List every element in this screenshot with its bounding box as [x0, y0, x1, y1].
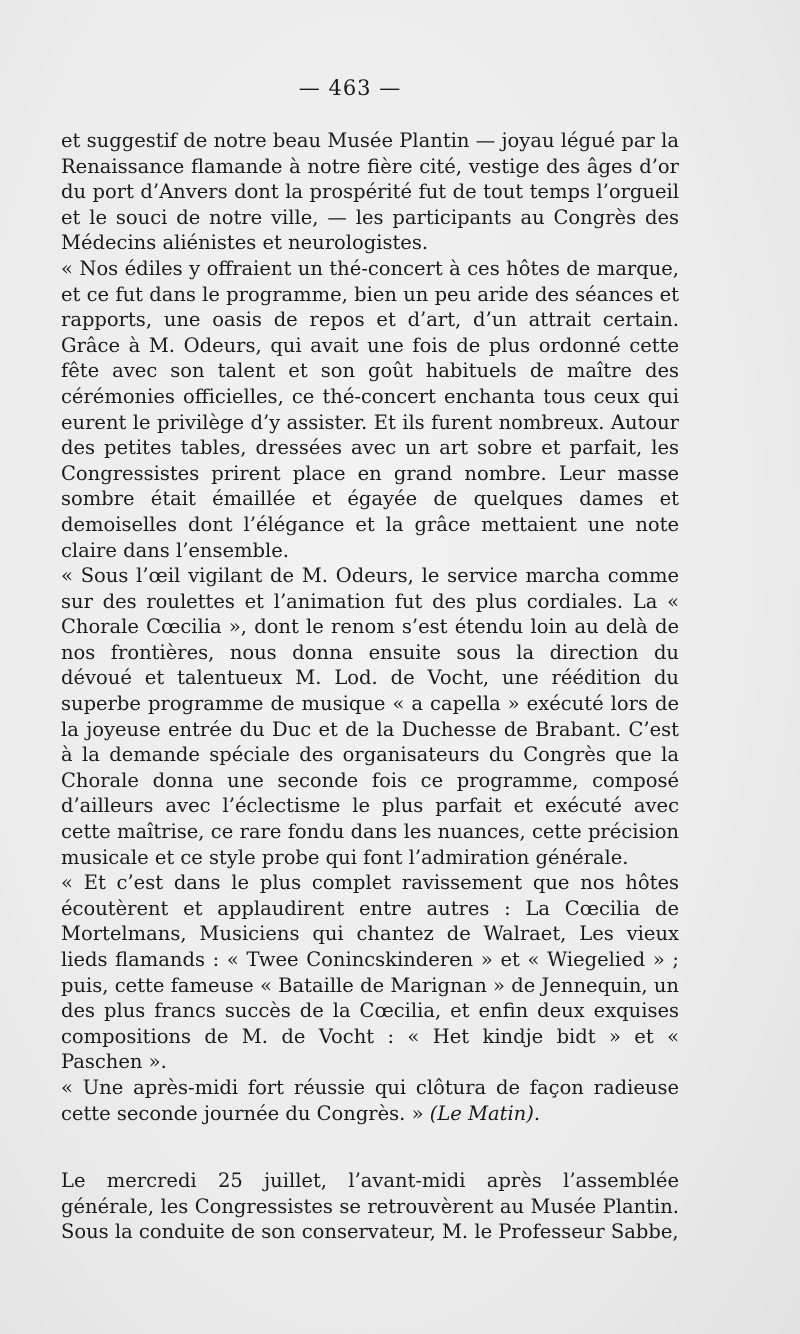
- paragraph-5: [61, 1075, 679, 1126]
- page-number: — 463 —: [298, 76, 402, 100]
- paragraph-2: « Nos édiles y offraient un thé-concert à ces hôtes de marque, et ce fut dans le programme, bien un peu aride des séances et rapports, une oasis de repos et d’art, d’un attrait certain. Grâce à M. Odeurs, qui avait une fois de plus ordonné cette fête avec son talent et son goût habituels de maître des cérémonies officielles, ce thé-concert enchanta tous ceux qui eurent le privilège d’y assister. Et ils furent nombreux. Autour des petites tables, dressées avec un art sobre et parfait, les Congressistes prirent place en grand nombre. Leur masse sombre était émaillée et égayée de quelques dames et demoiselles dont l’élégance et la grâce mettaient une note claire dans l’ensemble.: [61, 256, 679, 562]
- paragraph-3: « Sous l’œil vigilant de M. Odeurs, le service marcha comme sur des roulettes et l’animation fut des plus cordiales. La « Chorale Cœcilia », dont le renom s’est étendu loin au delà de nos frontières, nous donna ensuite sous la direction du dévoué et talentueux M. Lod. de Vocht, une réédition du superbe programme de musique « a capella » exécuté lors de la joyeuse entrée du Duc et de la Duchesse de Brabant. C’est à la demande spéciale des organisateurs du Congrès que la Chorale donna une seconde fois ce programme, composé d’ailleurs avec l’éclectisme le plus parfait et exécuté avec cette maîtrise, ce rare fondu dans les nuances, cette précision musicale et ce style probe qui font l’admiration générale.: [61, 564, 679, 869]
- paragraph-gap: [61, 1126, 679, 1168]
- body-text: [61, 128, 679, 1245]
- paragraph-6: Le mercredi 25 juillet, l’avant-midi après l’assemblée générale, les Congressistes se retrouvèrent au Musée Plantin. Sous la conduite de son conservateur, M. le Professeur Sabbe,: [61, 1169, 679, 1244]
- paragraph-4: « Et c’est dans le plus complet ravissement que nos hôtes écoutèrent et applaudirent entre autres : La Cœcilia de Mortelmans, Musiciens qui chantez de Walraet, Les vieux lieds flamands : « Twee Conincskinderen » et « Wiegelied » ; puis, cette fameuse « Bataille de Marignan » de Jennequin, un des plus francs succès de la Cœcilia, et enfin deux exquises compositions de M. de Vocht : « Het kindje bidt » et « Paschen ».: [61, 871, 679, 1074]
- quote-source: (Le Matin).: [429, 1101, 541, 1125]
- paragraph-1: et suggestif de notre beau Musée Plantin — joyau légué par la Renaissance flamande à notre fière cité, vestige des âges d’or du port d’Anvers dont la prospérité fut de tout temps l’orgueil et le souci de notre ville, — les participants au Congrès des Médecins aliénistes et neurologistes.: [61, 129, 679, 255]
- quote-text: « Une après-midi fort réussie qui clôtura de façon radieuse cette seconde journée du Congrès. »: [61, 1075, 679, 1125]
